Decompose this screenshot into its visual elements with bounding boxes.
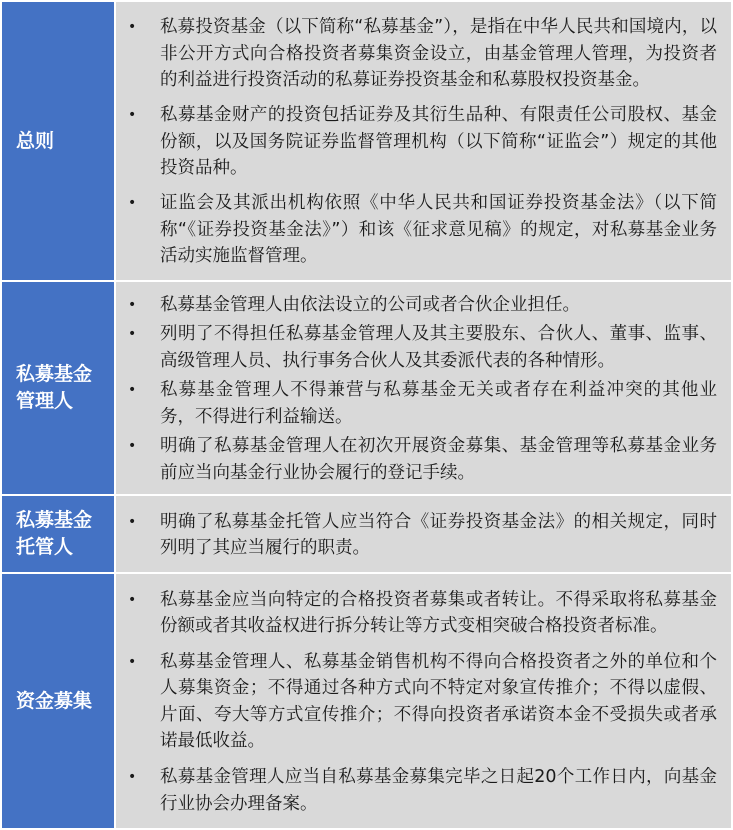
list-item xyxy=(124,764,717,817)
bullet-icon: • xyxy=(128,438,137,455)
row-content-fund-manager xyxy=(116,282,731,494)
bullet-text: 明确了私募基金托管人应当符合《证券投资基金法》的相关规定，同时列明了其应当履行的职责。 xyxy=(160,511,717,558)
row-content-fundraising xyxy=(116,574,731,828)
list-item xyxy=(124,292,717,319)
bullet-text: 证监会及其派出机构依照《中华人民共和国证券投资基金法》（以下简称“《证券投资基金法》”）和该《征求意见稿》的规定，对私募基金业务活动实施监督管理。 xyxy=(160,193,717,267)
bullet-text: 私募基金财产的投资包括证券及其衍生品种、有限责任公司股权、基金份额，以及国务院证券监督管理机构（以下简称“证监会”）规定的其他投资品种。 xyxy=(160,105,717,179)
bullet-icon: • xyxy=(128,326,137,343)
row-label-text: 资金募集 xyxy=(16,689,93,712)
bullet-list xyxy=(124,582,717,822)
bullet-text: 私募基金管理人应当自私募基金募集完毕之日起20个工作日内，向基金行业协会办理备案。 xyxy=(160,767,717,814)
bullet-icon: • xyxy=(128,107,137,124)
list-item xyxy=(124,102,717,182)
bullet-icon: • xyxy=(128,591,137,608)
row-label-text: 总则 xyxy=(16,129,55,152)
bullet-icon: • xyxy=(128,296,137,313)
bullet-text: 私募投资基金（以下简称“私募基金”），是指在中华人民共和国境内，以非公开方式向合格投资者募集资金设立，由基金管理人管理，为投资者的利益进行投资活动的私募证券投资基金和私募股权投资基金。 xyxy=(160,17,717,91)
list-item xyxy=(124,377,717,430)
bullet-list xyxy=(124,290,717,488)
bullet-text: 私募基金管理人、私募基金销售机构不得向合格投资者之外的单位和个人募集资金；不得通过各种方式向不特定对象宣传推介；不得以虚假、片面、夸大等方式宣传推介；不得向投资者承诺资本金不受损失或者承诺最低收益。 xyxy=(160,651,717,752)
list-item xyxy=(124,190,717,270)
bullet-text: 私募基金管理人由依法设立的公司或者合伙企业担任。 xyxy=(160,294,580,315)
bullet-text: 私募基金管理人不得兼营与私募基金无关或者存在利益冲突的其他业务，不得进行利益输送。 xyxy=(160,380,717,427)
list-item xyxy=(124,587,717,640)
bullet-icon: • xyxy=(128,19,137,36)
row-label-text: 私募基金托管人 xyxy=(16,509,93,558)
bullet-icon: • xyxy=(128,382,137,399)
list-item xyxy=(124,433,717,486)
row-label-custodian xyxy=(2,496,114,572)
list-item xyxy=(124,14,717,94)
row-label-fund-manager xyxy=(2,282,114,494)
bullet-icon: • xyxy=(128,769,137,786)
bullet-icon: • xyxy=(128,653,137,670)
row-content-general xyxy=(116,2,731,280)
row-label-fundraising xyxy=(2,574,114,828)
regulation-summary-table xyxy=(2,2,731,828)
list-item xyxy=(124,509,717,562)
row-label-general xyxy=(2,2,114,280)
bullet-list xyxy=(124,504,717,566)
row-label-text: 私募基金管理人 xyxy=(16,363,93,412)
bullet-text: 列明了不得担任私募基金管理人及其主要股东、合伙人、董事、监事、高级管理人员、执行事务合伙人及其委派代表的各种情形。 xyxy=(160,324,717,371)
row-content-custodian xyxy=(116,496,731,572)
bullet-list xyxy=(124,10,717,274)
bullet-icon: • xyxy=(128,195,137,212)
bullet-icon: • xyxy=(128,513,137,530)
bullet-text: 明确了私募基金管理人在初次开展资金募集、基金管理等私募基金业务前应当向基金行业协会履行的登记手续。 xyxy=(160,436,717,483)
list-item xyxy=(124,321,717,374)
list-item xyxy=(124,649,717,755)
bullet-text: 私募基金应当向特定的合格投资者募集或者转让。不得采取将私募基金份额或者其收益权进行拆分转让等方式变相突破合格投资者标准。 xyxy=(160,589,717,637)
